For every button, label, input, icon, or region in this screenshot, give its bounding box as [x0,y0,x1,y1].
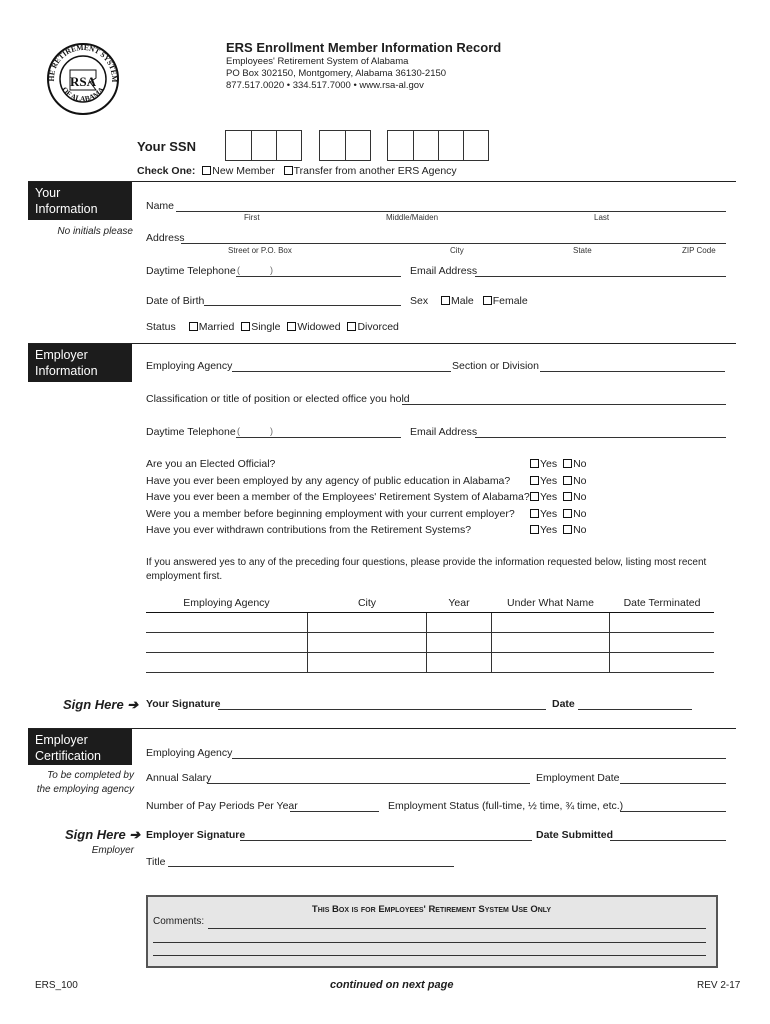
employer-sub-label: Employer [91,845,134,856]
employer-email-label: Email Address [410,426,478,438]
answer-row [530,522,587,539]
address-label: Address [146,232,185,244]
widowed-label: Widowed [297,321,341,333]
rsa-logo [46,42,120,116]
address-sub-zip: ZIP Code [682,246,716,255]
dob-field[interactable] [204,305,401,306]
ssn-part-2[interactable] [319,130,371,161]
logo-text-bottom: OF ALABAMA [60,85,106,104]
pay-periods-label: Number of Pay Periods Per Year [146,800,298,812]
yes-label: Yes [540,507,558,520]
tab-line-2: Certification [35,749,101,763]
employer-signature-label: Employer Signature [146,829,246,841]
yes-checkbox[interactable] [530,476,539,485]
yes-label: Yes [540,458,558,470]
check-one-label: Check One: [137,165,196,177]
ssn-label: Your SSN [137,139,196,154]
table-col-divider [426,613,427,673]
office-use-box [146,895,718,968]
new-member-checkbox[interactable] [202,166,211,175]
yes-checkbox[interactable] [530,525,539,534]
dob-label: Date of Birth [146,295,205,307]
question-withdrawn: Have you ever withdrawn contributions from the Retirement Systems? [146,524,472,536]
date-submitted-field[interactable] [610,840,726,841]
transfer-label: Transfer from another ERS Agency [293,165,457,177]
employer-phone-label: Daytime Telephone [146,426,236,438]
area-code-paren: ( ) [237,265,273,275]
comments-line[interactable] [153,942,706,943]
yes-label: Yes [540,524,558,536]
note-line-2: the employing agency [36,784,134,795]
question-ers-member: Have you ever been a member of the Employees' Retirement System of Alabama? [146,491,530,503]
form-title: ERS Enrollment Member Information Record [226,40,502,55]
logo-text-top: HE RETIREMENT SYSTEM [46,42,120,83]
cert-agency-field[interactable] [232,758,726,759]
comments-line[interactable] [208,928,706,929]
col-year: Year [448,597,470,609]
question-member-before: Were you a member before beginning employment with your current employer? [146,507,515,520]
widowed-checkbox[interactable] [287,322,296,331]
email-field[interactable] [475,276,726,277]
employment-date-label: Employment Date [536,772,620,784]
table-col-divider [609,613,610,673]
transfer-checkbox[interactable] [284,166,293,175]
col-city: City [357,597,377,609]
male-label: Male [451,295,474,307]
pay-periods-field[interactable] [290,811,379,812]
continued-note: continued on next page [330,979,454,991]
name-field[interactable] [176,211,726,212]
name-sub-middle: Middle/Maiden [386,213,439,222]
col-date-terminated: Date Terminated [623,597,701,609]
note-line-1: To be completed by [47,770,134,781]
no-checkbox[interactable] [563,509,572,518]
yes-no-answers [530,456,587,539]
org-contact: 877.517.0020 • 334.517.7000 • www.rsa-al.gov [226,80,424,91]
married-checkbox[interactable] [189,322,198,331]
no-label: No [573,507,587,520]
yes-checkbox[interactable] [530,492,539,501]
employing-agency-label: Employing Agency [146,360,233,372]
org-address: PO Box 302150, Montgomery, Alabama 36130-2150 [226,68,447,79]
table-col-divider [491,613,492,673]
employment-status-field[interactable] [620,811,726,812]
status-label: Status [146,321,176,333]
female-checkbox[interactable] [483,296,492,305]
col-employing-agency: Employing Agency [183,597,270,609]
no-initials-note: No initials please [57,226,133,237]
comments-line[interactable] [153,955,706,956]
office-use-heading: This Box is for Employees' Retirement System Use Only [311,904,552,915]
yes-label: Yes [540,474,558,487]
col-under-what-name: Under What Name [507,597,594,609]
question-public-education: Have you ever been employed by any agency of public education in Alabama? [146,474,511,487]
no-checkbox[interactable] [563,459,572,468]
employer-email-field[interactable] [475,437,726,438]
table-header-rule [146,612,714,613]
address-sub-state: State [573,246,592,255]
answer-row [530,506,587,523]
single-checkbox[interactable] [241,322,250,331]
male-checkbox[interactable] [441,296,450,305]
your-information-tab [28,182,132,220]
logo-mark: RSA [69,74,97,89]
title-label: Title [146,856,166,868]
cert-agency-label: Employing Agency [146,747,233,759]
employer-certification-tab [28,729,132,765]
comments-label: Comments: [153,916,205,927]
title-field[interactable] [168,866,454,867]
instructions-line-2: employment first. [146,571,223,582]
yes-checkbox[interactable] [530,459,539,468]
employing-agency-field[interactable] [232,371,451,372]
no-checkbox[interactable] [563,492,572,501]
sign-here-employer: Sign Here ➔ [65,827,141,842]
answer-row [530,456,587,473]
status-row [146,321,399,333]
address-field[interactable] [181,243,726,244]
answer-row [530,473,587,490]
name-sub-first: First [244,213,260,222]
sex-label: Sex [410,295,429,307]
employment-status-label: Employment Status (full-time, ½ time, ¾ time, etc.) [388,800,624,812]
rsa-seal-icon [46,42,120,116]
employer-cert-note [20,769,134,797]
section-divider [28,728,736,729]
no-label: No [573,524,587,536]
yes-checkbox[interactable] [530,509,539,518]
no-label: No [573,474,587,487]
no-checkbox[interactable] [563,525,572,534]
area-code-paren: ( ) [237,426,273,436]
address-sub-street: Street or P.O. Box [228,246,292,255]
divorced-label: Divorced [357,321,399,333]
your-signature-label: Your Signature [146,698,221,710]
tab-line-2: Information [35,364,98,378]
table-col-divider [307,613,308,673]
phone-field[interactable] [236,276,401,277]
questions-list [146,456,530,539]
ssn-part-1[interactable] [225,130,302,161]
answer-row [530,489,587,506]
yes-label: Yes [540,491,558,503]
phone-label: Daytime Telephone [146,265,236,277]
revision: REV 2-17 [697,980,741,991]
ssn-part-3[interactable] [387,130,489,161]
classification-label: Classification or title of position or elected office you hold [146,393,410,405]
employment-instructions [146,556,726,584]
sign-here-member: Sign Here ➔ [63,697,139,712]
married-label: Married [198,321,235,333]
name-sub-last: Last [594,213,610,222]
section-divider [28,181,736,182]
section-division-label: Section or Division [452,360,539,372]
signature-date-field[interactable] [578,709,692,710]
annual-salary-field[interactable] [207,783,530,784]
form-id: ERS_100 [35,980,78,991]
your-signature-field[interactable] [218,709,546,710]
check-one-row [137,165,457,177]
date-submitted-label: Date Submitted [536,829,614,841]
tab-line-2: Information [35,202,98,216]
email-label: Email Address [410,265,478,277]
tab-line-1: Your [35,186,61,200]
name-label: Name [146,200,175,212]
no-checkbox[interactable] [563,476,572,485]
divorced-checkbox[interactable] [347,322,356,331]
tab-line-1: Employer [35,348,88,362]
single-label: Single [251,321,281,333]
female-label: Female [492,295,528,307]
instructions-line-1: If you answered yes to any of the preceding four questions, please provide the information requested below, listing most recent [146,557,707,568]
employer-signature-field[interactable] [240,840,532,841]
no-label: No [573,458,587,470]
employer-information-tab [28,344,132,382]
question-elected-official: Are you an Elected Official? [146,458,276,470]
signature-date-label: Date [552,698,575,710]
tab-line-1: Employer [35,733,88,747]
classification-field[interactable] [402,404,726,405]
new-member-label: New Member [212,165,275,177]
org-name: Employees' Retirement System of Alabama [226,56,409,67]
annual-salary-label: Annual Salary [146,772,212,784]
section-division-field[interactable] [540,371,725,372]
section-divider [28,343,736,344]
employment-date-field[interactable] [620,783,726,784]
no-label: No [573,491,587,503]
sex-row [410,295,528,307]
employer-phone-field[interactable] [236,437,401,438]
address-sub-city: City [450,246,464,255]
